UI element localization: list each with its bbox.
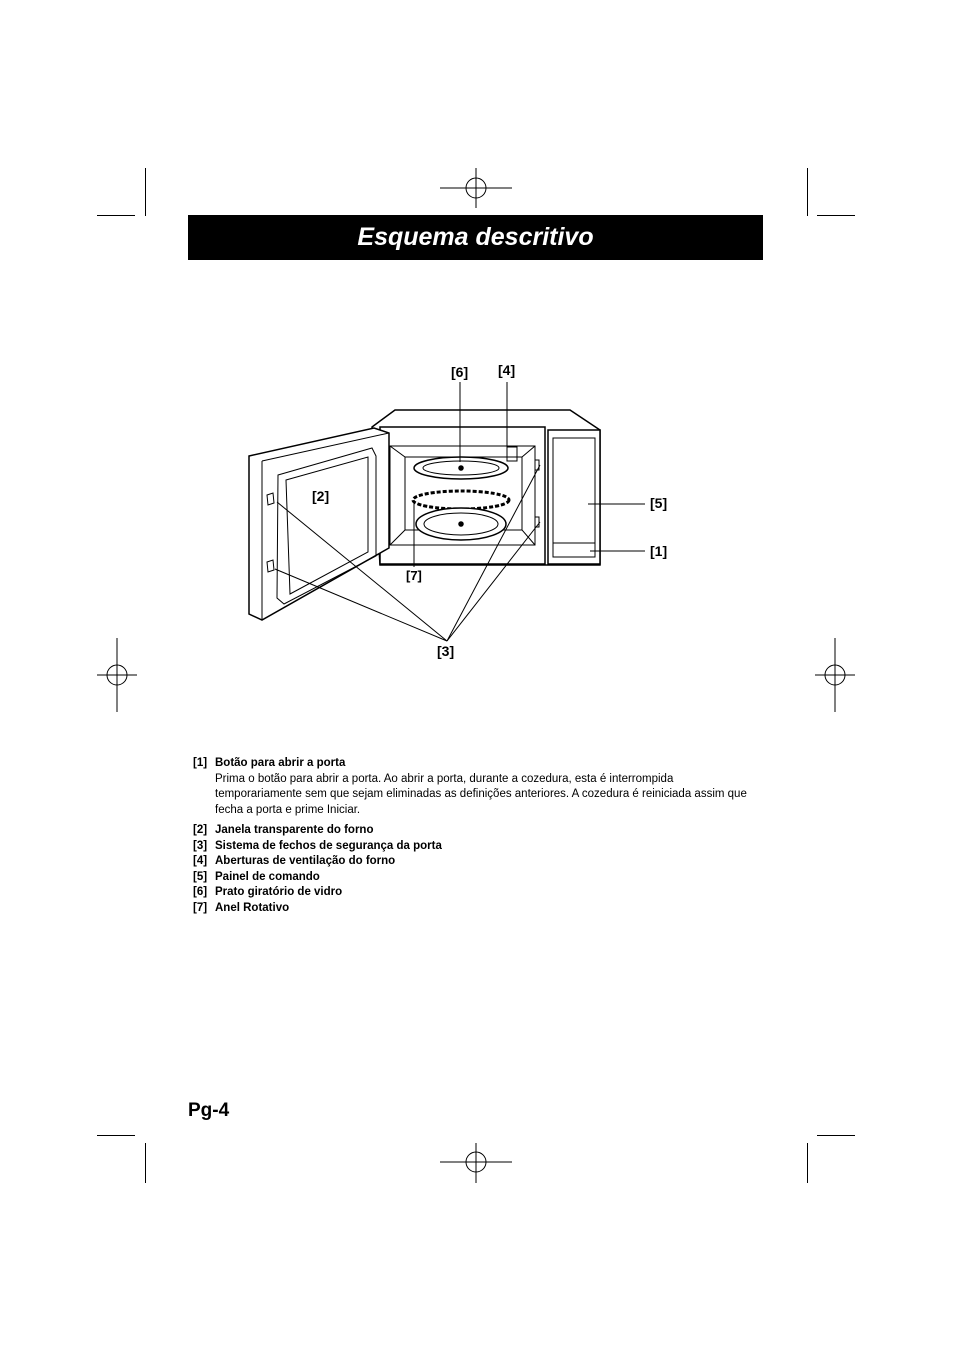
legend-description: Prima o botão para abrir a porta. Ao abrir a porta, durante a cozedura, esta é interrompida temporariamente sem que sejam eliminadas as definições anteriores. A cozedura é reiniciada assim que fecha a porta e prime Iniciar. bbox=[215, 772, 747, 816]
legend-number: [4] bbox=[193, 855, 208, 867]
legend-number: [5] bbox=[193, 870, 208, 883]
legend-list bbox=[193, 756, 753, 916]
legend-item-4 bbox=[193, 854, 753, 870]
callout-5: [5] bbox=[650, 495, 668, 511]
callout-2: [2] bbox=[312, 488, 330, 504]
registration-mark-right bbox=[815, 638, 855, 712]
legend-number: [2] bbox=[193, 824, 208, 836]
page-number: Pg-4 bbox=[188, 1100, 230, 1121]
legend-item-3 bbox=[193, 839, 753, 855]
legend-label: Botão para abrir a porta bbox=[215, 757, 346, 769]
legend-label: Sistema de fechos de segurança da porta bbox=[215, 839, 442, 852]
microwave-illustration bbox=[249, 410, 600, 620]
callout-7: [7] bbox=[406, 568, 422, 583]
control-panel-drawing bbox=[548, 430, 600, 564]
registration-mark-top bbox=[440, 168, 512, 208]
legend-label: Aberturas de ventilação do forno bbox=[215, 855, 396, 867]
page-title: Esquema descritivo bbox=[188, 215, 763, 260]
legend-number: [7] bbox=[193, 901, 208, 914]
callout-6: [6] bbox=[451, 364, 469, 380]
legend-item-2 bbox=[193, 823, 753, 839]
legend-item-5 bbox=[193, 870, 753, 886]
legend-label: Prato giratório de vidro bbox=[215, 886, 343, 898]
registration-mark-bottom bbox=[440, 1143, 512, 1183]
legend-number: [1] bbox=[193, 757, 208, 769]
legend-label: Anel Rotativo bbox=[215, 901, 290, 914]
registration-mark-left bbox=[97, 638, 137, 712]
legend-item-6 bbox=[193, 885, 753, 901]
callout-3: [3] bbox=[437, 643, 455, 659]
callout-1: [1] bbox=[650, 543, 668, 559]
legend-number: [3] bbox=[193, 839, 208, 852]
legend-label: Janela transparente do forno bbox=[215, 824, 374, 836]
legend-item-1 bbox=[193, 756, 753, 818]
legend-number: [6] bbox=[193, 886, 208, 898]
legend-item-7 bbox=[193, 901, 753, 917]
callout-4: [4] bbox=[498, 362, 516, 378]
legend-label: Painel de comando bbox=[215, 870, 320, 883]
